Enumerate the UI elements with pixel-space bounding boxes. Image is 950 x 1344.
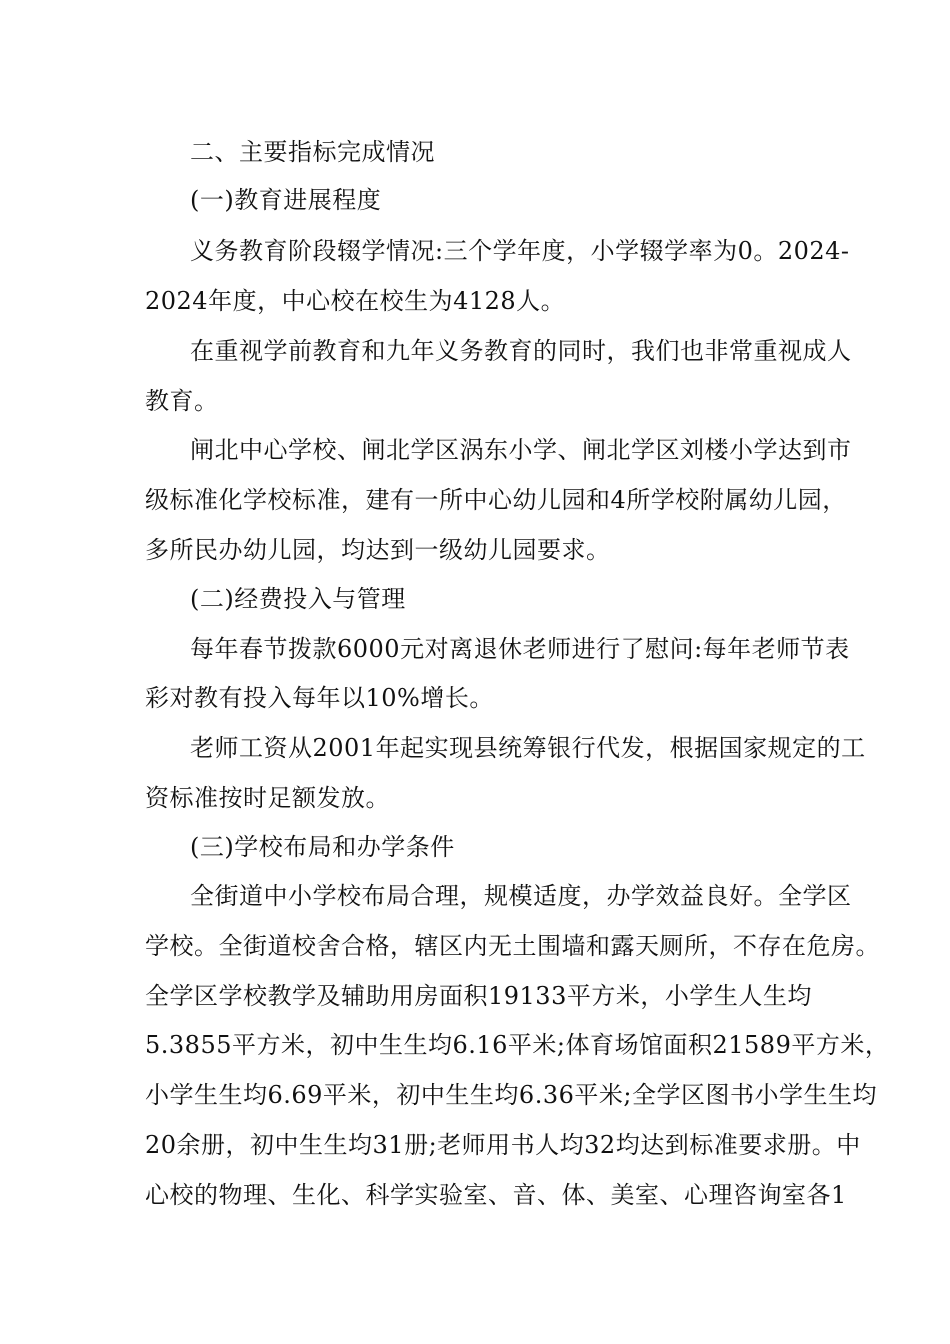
subsection-heading: (三)学校布局和办学条件 [190, 833, 455, 861]
subsection-heading: (二)经费投入与管理 [190, 585, 406, 613]
paragraph-line: 全街道中小学校布局合理，规模适度，办学效益良好。全学区 [190, 882, 852, 910]
paragraph-line: 老师工资从2001年起实现县统筹银行代发，根据国家规定的工 [190, 734, 866, 762]
paragraph-line: 每年春节拨款6000元对离退休老师进行了慰问:每年老师节表 [190, 635, 850, 663]
paragraph-line: 闸北中心学校、闸北学区涡东小学、闸北学区刘楼小学达到市 [190, 436, 852, 464]
paragraph-line: 在重视学前教育和九年义务教育的同时，我们也非常重视成人 [190, 337, 852, 365]
paragraph-line: 心校的物理、生化、科学实验室、音、体、美室、心理咨询室各1 [145, 1181, 847, 1209]
paragraph-line: 学校。全街道校舍合格，辖区内无土围墙和露天厕所，不存在危房。 [145, 932, 880, 960]
paragraph-line: 多所民办幼儿园，均达到一级幼儿园要求。 [145, 536, 611, 564]
section-heading: 二、主要指标完成情况 [190, 138, 435, 166]
paragraph-line: 5.3855平方米，初中生生均6.16平米;体育场馆面积21589平方米， [145, 1031, 890, 1059]
paragraph-line: 彩对教有投入每年以10%增长。 [145, 684, 494, 712]
paragraph-line: 教育。 [145, 387, 219, 415]
subsection-heading: (一)教育进展程度 [190, 186, 382, 214]
paragraph-line: 资标准按时足额发放。 [145, 784, 390, 812]
paragraph-line: 全学区学校教学及辅助用房面积19133平方米，小学生人生均 [145, 982, 812, 1010]
paragraph-line: 级标准化学校标准，建有一所中心幼儿园和4所学校附属幼儿园， [145, 486, 847, 514]
paragraph-line: 小学生生均6.69平米，初中生生均6.36平米;全学区图书小学生生均 [145, 1081, 877, 1109]
paragraph-line: 20余册，初中生生均31册;老师用书人均32均达到标准要求册。中 [145, 1131, 861, 1159]
paragraph-line: 2024年度，中心校在校生为4128人。 [145, 287, 566, 315]
paragraph-line: 义务教育阶段辍学情况:三个学年度，小学辍学率为0。2024- [190, 237, 850, 265]
